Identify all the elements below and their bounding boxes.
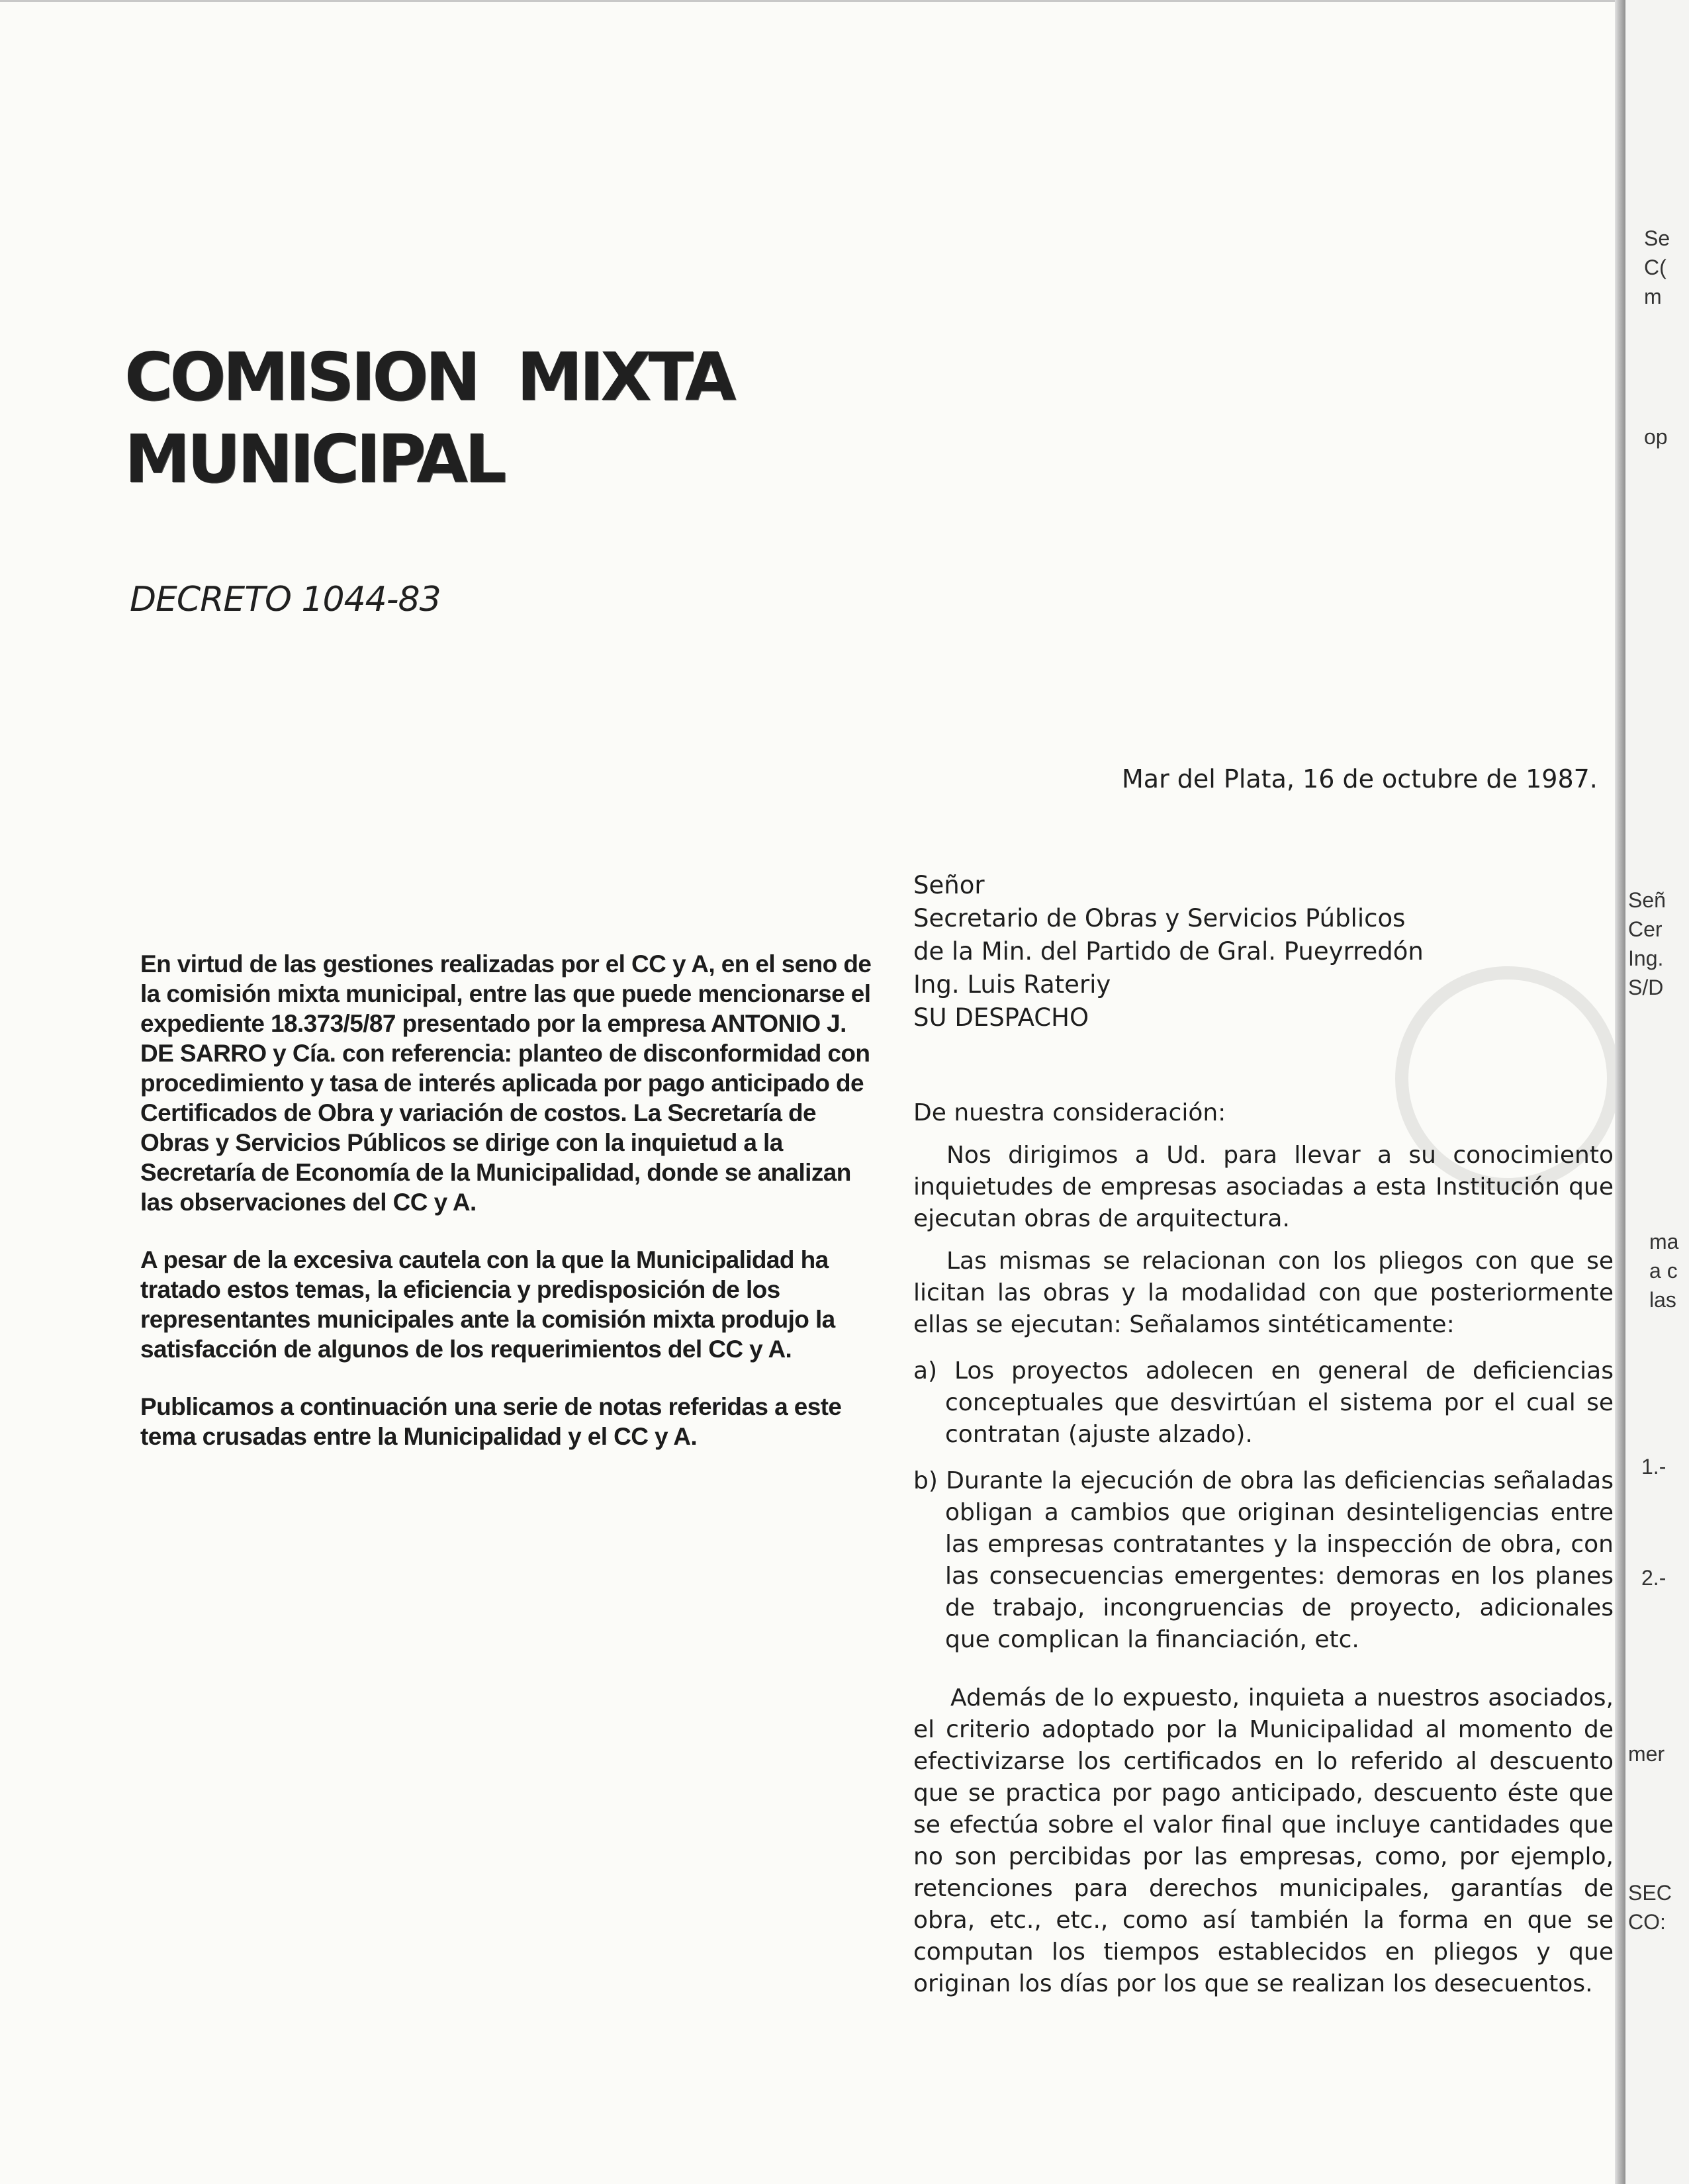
address-line: Secretario de Obras y Servicios Públicos: [913, 904, 1406, 933]
next-page-fragment: mer: [1628, 1742, 1665, 1766]
letter-address-block: [913, 869, 1424, 1034]
next-page-fragment: S/D: [1628, 976, 1664, 999]
decree-reference: DECRETO 1044-83: [130, 580, 441, 619]
address-line: Ing. Luis Rateriy: [913, 970, 1111, 999]
next-page-fragment: op: [1644, 425, 1668, 449]
letter-paragraph-1: Nos dirigimos a Ud. para llevar a su conocimiento inquietudes de empresas asociadas a esta Institución que ejecutan obras de arquitectura.: [913, 1142, 1614, 1232]
intro-paragraph-2: A pesar de la excesiva cautela con la que la Municipalidad ha tratado estos temas, la eficiencia y predisposición de los representantes municipales ante la comisión mixta produjo la satisfacción de algunos de los requerimientos del CC y A.: [140, 1246, 835, 1363]
address-line: SU DESPACHO: [913, 1003, 1089, 1032]
next-page-fragment: C(: [1644, 255, 1666, 279]
intro-column: [140, 949, 875, 1479]
intro-paragraph-3: Publicamos a continuación una serie de notas referidas a este tema crusadas entre la Municipalidad y el CC y A.: [140, 1393, 842, 1450]
next-page-fragment: CO:: [1628, 1910, 1666, 1934]
next-page-fragment: 1.-: [1641, 1455, 1666, 1479]
next-page-fragment: Cer: [1628, 917, 1663, 941]
letter-body: [913, 1097, 1614, 2011]
next-page-fragment: SEC: [1628, 1881, 1672, 1905]
letter-paragraph-3: Además de lo expuesto, inquieta a nuestros asociados, el criterio adoptado por la Municipalidad al momento de efectivizarse los certificados en lo referido al descuento que se practica por pago anticipado, descuento éste que se efectúa sobre el valor final que incluye cantidades que no son percibidas por las empresas, como, por ejemplo, retenciones para derechos municipales, garantías de obra, etc., etc., como así también la forma en que se computan los tiempos establecidos en pliegos y que originan los días por los que se realizan los desecuentos.: [913, 1684, 1614, 1997]
page-top-edge: [0, 0, 1615, 2]
next-page-fragment: Se: [1644, 226, 1670, 250]
letter-date: Mar del Plata, 16 de octubre de 1987.: [1122, 764, 1598, 794]
next-page-fragment: Señ: [1628, 888, 1666, 912]
title-line-1: COMISION MIXTA: [124, 338, 733, 416]
page-title: [124, 336, 733, 500]
next-page-fragment: a c: [1649, 1259, 1678, 1283]
adjacent-page-fragment: [1625, 0, 1689, 2184]
next-page-fragment: m: [1644, 285, 1662, 308]
page-gutter-shadow: [1615, 0, 1625, 2184]
letter-item-b: b) Durante la ejecución de obra las deficiencias señaladas obligan a cambios que originan desinteligencias entre las empresas contratantes y la inspección de obra, con las consecuencias emergentes: demoras en los planes de trabajo, incongruencias de proyecto, adicionales que complican la financiación, etc.: [913, 1467, 1614, 1653]
letter-paragraph-2: Las mismas se relacionan con los pliegos con que se licitan las obras y la modalidad con que posteriormente ellas se ejecutan: Señalamos sintéticamente:: [913, 1248, 1614, 1338]
letter-greeting: De nuestra consideración:: [913, 1099, 1226, 1126]
letter-item-a: a) Los proyectos adolecen en general de deficiencias conceptuales que desvirtúan el sistema por el cual se contratan (ajuste alzado).: [913, 1357, 1614, 1448]
next-page-fragment: 2.-: [1641, 1566, 1666, 1590]
address-line: de la Min. del Partido de Gral. Pueyrredón: [913, 937, 1424, 966]
intro-paragraph-1: En virtud de las gestiones realizadas por el CC y A, en el seno de la comisión mixta municipal, entre las que puede mencionarse el expediente 18.373/5/87 presentado por la empresa ANTONIO J. DE SARRO y Cía. con referencia: planteo de disconformidad con procedimiento y tasa de interés aplicada por pago anticipado de Certificados de Obra y variación de costos. La Secretaría de Obras y Servicios Públicos se dirige con la inquietud a la Secretaría de Economía de la Municipalidad, donde se analizan las observaciones del CC y A.: [140, 950, 872, 1216]
next-page-fragment: Ing.: [1628, 946, 1664, 970]
next-page-fragment: ma: [1649, 1230, 1679, 1253]
address-line: Señor: [913, 871, 985, 899]
showthrough-text-1: [99, 1562, 143, 1708]
next-page-fragment: las: [1649, 1288, 1676, 1312]
title-line-2: MUNICIPAL: [124, 420, 504, 498]
